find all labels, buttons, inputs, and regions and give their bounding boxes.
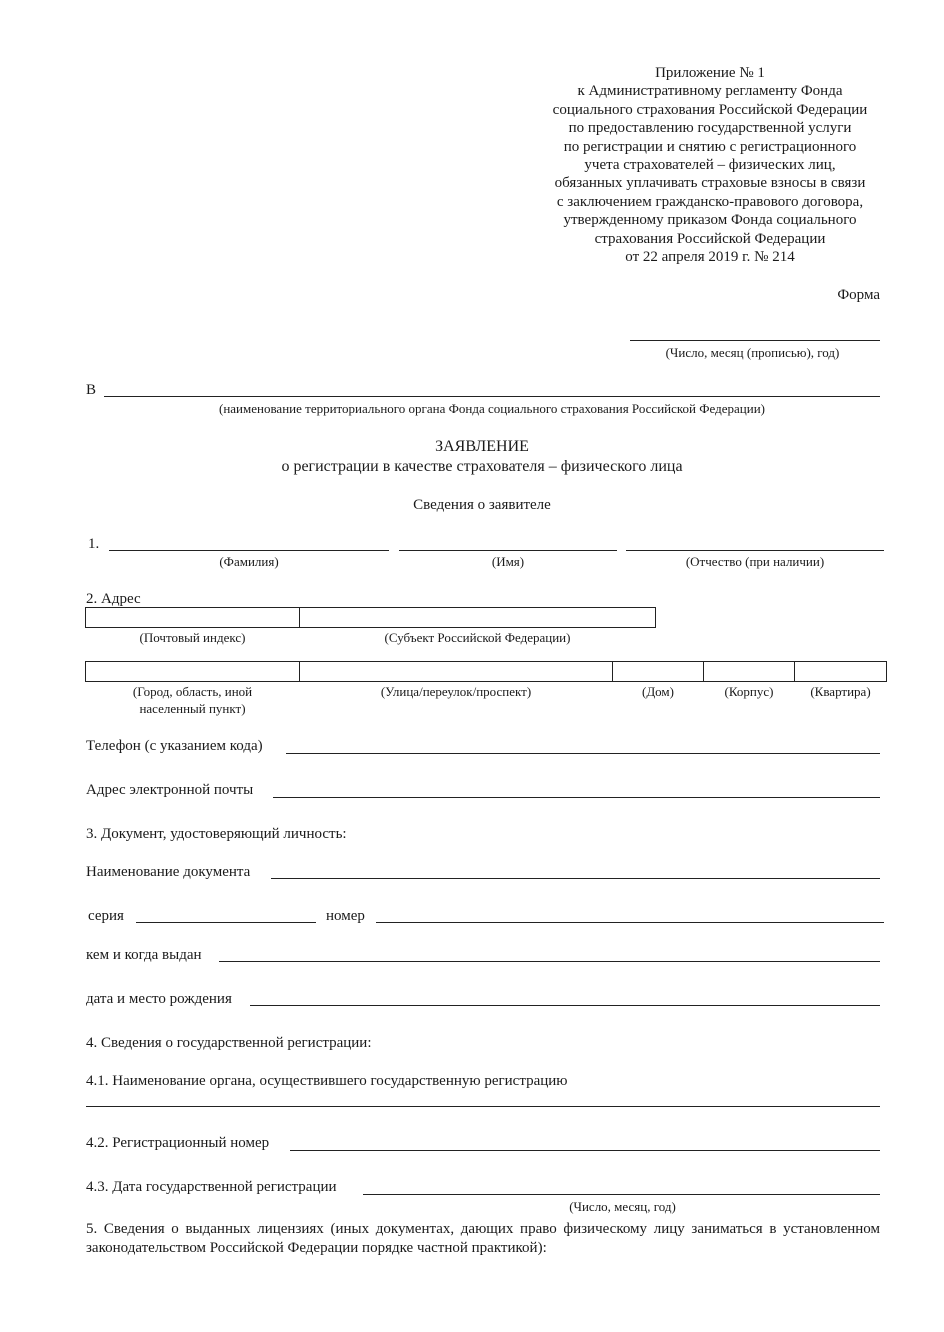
- city-input[interactable]: [85, 661, 300, 682]
- section-title: Сведения о заявителе: [413, 497, 551, 513]
- header-line: с заключением гражданско-правового договора,: [556, 193, 864, 210]
- header-line: учета страхователей – физических лиц,: [584, 157, 836, 174]
- phone-field[interactable]: [286, 753, 880, 754]
- postcode-input[interactable]: [85, 607, 300, 628]
- appendix-header: [520, 64, 900, 266]
- building-caption: (Корпус): [724, 684, 774, 699]
- postcode-caption: (Почтовый индекс): [139, 630, 246, 645]
- surname-caption: (Фамилия): [219, 554, 279, 569]
- email-field[interactable]: [273, 797, 880, 798]
- region-input[interactable]: [299, 607, 656, 628]
- number-field[interactable]: [376, 922, 884, 923]
- document-title: ЗАЯВЛЕНИЕ: [435, 438, 529, 455]
- date-caption: (Число, месяц (прописью), год): [665, 345, 840, 360]
- header-line: обязанных уплачивать страховые взносы в связи: [554, 175, 866, 192]
- birth-label: дата и место рождения: [86, 991, 232, 1007]
- header-line: Приложение № 1: [655, 65, 765, 81]
- reg-number-field[interactable]: [290, 1150, 880, 1151]
- street-caption: (Улица/переулок/проспект): [380, 684, 532, 699]
- region-caption: (Субъект Российской Федерации): [384, 630, 571, 645]
- identity-heading: 3. Документ, удостоверяющий личность:: [86, 826, 347, 842]
- house-caption: (Дом): [641, 684, 674, 699]
- issued-label: кем и когда выдан: [86, 947, 202, 963]
- header-line: от 22 апреля 2019 г. № 214: [625, 249, 795, 266]
- recipient-caption: (наименование территориального органа Фонда социального страхования Российской Федерации): [219, 401, 765, 416]
- reg-date-label: 4.3. Дата государственной регистрации: [86, 1179, 337, 1195]
- address-label: 2. Адрес: [86, 591, 141, 607]
- phone-label: Телефон (с указанием кода): [86, 738, 263, 754]
- date-field[interactable]: [630, 340, 880, 341]
- header-line: по регистрации и снятию с регистрационного: [563, 138, 857, 155]
- city-caption-line: населенный пункт): [139, 701, 246, 716]
- birth-field[interactable]: [250, 1005, 880, 1006]
- header-line: по предоставлению государственной услуги: [568, 120, 852, 137]
- reg-date-caption: (Число, месяц, год): [569, 1199, 676, 1214]
- apartment-input[interactable]: [794, 661, 887, 682]
- series-label: серия: [88, 908, 124, 924]
- authority-field[interactable]: [86, 1106, 880, 1107]
- header-line: социального страхования Российской Федерации: [552, 101, 868, 118]
- name-field[interactable]: [399, 550, 617, 551]
- apartment-caption: (Квартира): [810, 684, 871, 699]
- registration-heading: 4. Сведения о государственной регистрации:: [86, 1035, 372, 1051]
- patronymic-caption: (Отчество (при наличии): [685, 554, 825, 569]
- licenses-paragraph: 5. Сведения о выданных лицензиях (иных документах, дающих право физическому лицу заниматься в установленном законодательством Российской Федерации порядке частной практикой):: [86, 1221, 880, 1256]
- city-caption: [85, 683, 300, 717]
- form-label: Форма: [837, 287, 880, 303]
- doc-name-field[interactable]: [271, 878, 880, 879]
- number-label: номер: [326, 908, 365, 924]
- email-label: Адрес электронной почты: [86, 782, 254, 798]
- series-field[interactable]: [136, 922, 316, 923]
- patronymic-field[interactable]: [626, 550, 884, 551]
- authority-label: 4.1. Наименование органа, осуществившего государственную регистрацию: [86, 1073, 568, 1089]
- recipient-prefix: В: [86, 382, 97, 398]
- reg-date-field[interactable]: [363, 1194, 880, 1195]
- document-subtitle: о регистрации в качестве страхователя – физического лица: [281, 458, 683, 475]
- building-input[interactable]: [703, 661, 795, 682]
- street-input[interactable]: [299, 661, 613, 682]
- header-line: страхования Российской Федерации: [594, 230, 826, 247]
- city-caption-line: (Город, область, иной: [132, 684, 253, 699]
- name-caption: (Имя): [491, 554, 525, 569]
- item1-number: 1.: [88, 536, 100, 552]
- recipient-field[interactable]: [104, 396, 880, 397]
- header-line: к Административному регламенту Фонда: [577, 83, 843, 100]
- house-input[interactable]: [612, 661, 704, 682]
- issued-field[interactable]: [219, 961, 880, 962]
- reg-number-label: 4.2. Регистрационный номер: [86, 1135, 270, 1151]
- doc-name-label: Наименование документа: [86, 864, 251, 880]
- surname-field[interactable]: [109, 550, 389, 551]
- header-line: утвержденному приказом Фонда социального: [563, 212, 857, 229]
